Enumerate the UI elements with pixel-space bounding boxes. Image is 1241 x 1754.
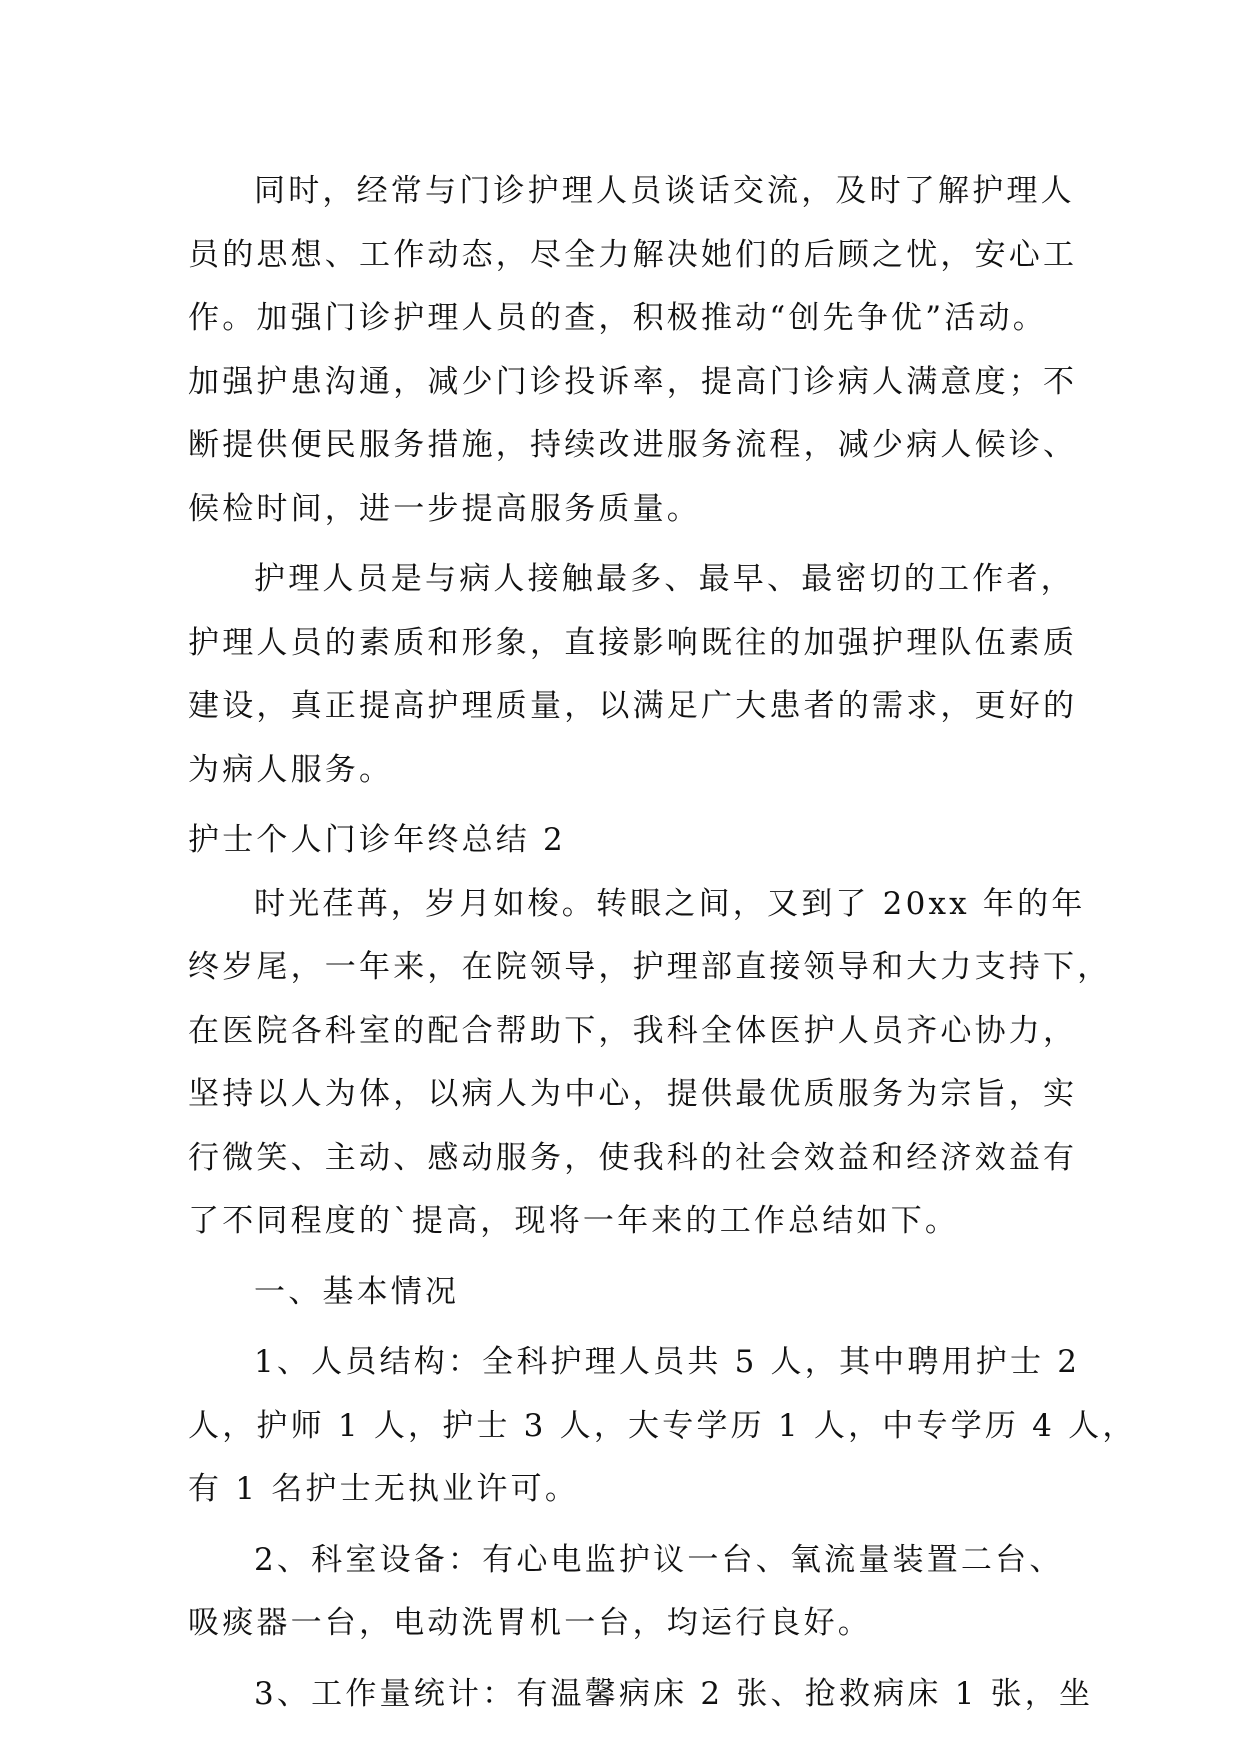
heading-text: 护士个人门诊年终总结 2	[188, 822, 566, 858]
text-line: 1、人员结构：全科护理人员共 5 人，其中聘用护士 2	[254, 1344, 1081, 1380]
text-line: 3、工作量统计：有温馨病床 2 张、抢救病床 1 张，坐	[254, 1675, 1094, 1712]
list-item-workload	[188, 1663, 1094, 1727]
text-line: 2、科室设备：有心电监护议一台、氧流量装置二台、	[254, 1541, 1064, 1578]
text-line: 候检时间，进一步提高服务质量。	[188, 490, 701, 527]
text-line: 护理人员的素质和形象，直接影响既往的加强护理队伍素质	[188, 624, 1078, 661]
section-heading	[188, 809, 1068, 873]
list-item-staffing	[188, 1331, 1137, 1522]
text-line: 人，护师 1 人，护士 3 人，大专学历 1 人，中专学历 4 人，	[188, 1407, 1137, 1444]
text-line: 护理人员是与病人接触最多、最早、最密切的工作者，	[254, 561, 1075, 597]
text-line: 了不同程度的`提高，现将一年来的工作总结如下。	[188, 1203, 960, 1239]
document-page	[188, 160, 1137, 1733]
text-line: 建设，真正提高护理质量，以满足广大患者的需求，更好的	[188, 688, 1078, 724]
text-line: 时光荏苒，岁月如梭。转眼之间，又到了 20xx 年的年	[254, 885, 1086, 922]
subsection-text: 一、基本情况	[254, 1273, 460, 1310]
list-item-equipment	[188, 1529, 1068, 1656]
text-line: 行微笑、主动、感动服务，使我科的社会效益和经济效益有	[188, 1139, 1078, 1176]
text-line: 加强护患沟通，减少门诊投诉率，提高门诊病人满意度；不	[188, 363, 1078, 400]
subsection-title	[188, 1261, 1068, 1325]
paragraph-intro	[188, 873, 1112, 1254]
text-line: 同时，经常与门诊护理人员谈话交流，及时了解护理人	[254, 173, 1075, 209]
paragraph-nursing-staff	[188, 548, 1078, 802]
text-line: 吸痰器一台，电动洗胃机一台，均运行良好。	[188, 1605, 872, 1641]
paragraph-communication	[188, 160, 1078, 541]
text-line: 为病人服务。	[188, 751, 394, 788]
text-line: 有 1 名护士无执业许可。	[188, 1471, 580, 1507]
text-line: 员的思想、工作动态，尽全力解决她们的后顾之忧，安心工	[188, 236, 1078, 273]
text-line: 终岁尾，一年来，在院领导，护理部直接领导和大力支持下，	[188, 949, 1112, 985]
text-line: 坚持以人为体，以病人为中心，提供最优质服务为宗旨，实	[188, 1076, 1078, 1112]
text-line: 断提供便民服务措施，持续改进服务流程，减少病人候诊、	[188, 427, 1078, 463]
text-line: 作。加强门诊护理人员的查，积极推动“创先争优”活动。	[188, 300, 1047, 336]
text-line: 在医院各科室的配合帮助下，我科全体医护人员齐心协力，	[188, 1012, 1078, 1049]
